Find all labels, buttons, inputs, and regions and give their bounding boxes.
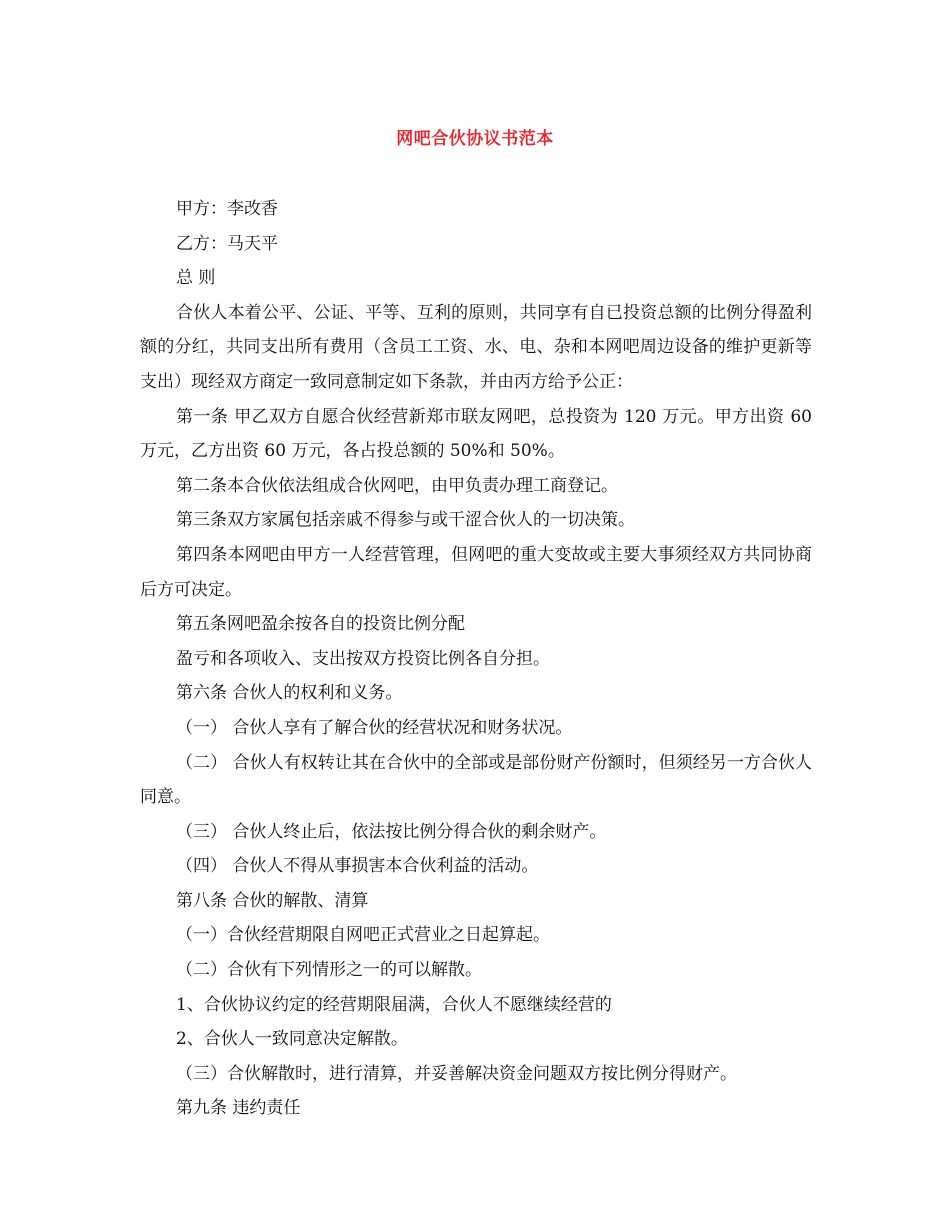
party-b-line: 乙方：马天平 — [176, 233, 278, 254]
article-6-item-1: （一） 合伙人享有了解合伙的经营状况和财务状况。 — [176, 717, 573, 738]
preamble-paragraph: 合伙人本着公平、公证、平等、互利的原则，共同享有自已投资总额的比例分得盈利额的分红，共同支出所有费用（含员工工资、水、电、杂和本网吧周边设备的维护更新等支出）现经双方商定一致同意制定如下条款，并由丙方给予公正： — [140, 302, 812, 392]
article-2: 第二条本合伙依法组成合伙网吧，由甲负责办理工商登记。 — [176, 475, 618, 496]
document-body — [140, 192, 812, 1126]
section-heading-general: 总 则 — [176, 268, 216, 289]
article-3: 第三条双方家属包括亲戚不得参与或干涩合伙人的一切决策。 — [176, 510, 635, 531]
article-6-item-2: （二） 合伙人有权转让其在合伙中的全部或是部份财产份额时，但须经另一方合伙人同意。 — [140, 752, 812, 808]
article-8: 第八条 合伙的解散、清算 — [176, 890, 369, 911]
article-6-item-3: （三） 合伙人终止后，依法按比例分得合伙的剩余财产。 — [176, 821, 607, 842]
article-8-item-2-sub-2: 2、合伙人一致同意决定解散。 — [176, 1029, 408, 1050]
article-6: 第六条 合伙人的权利和义务。 — [176, 683, 403, 704]
article-8-item-3: （三）合伙解散时，进行清算，并妥善解决资金问题双方按比例分得财产。 — [176, 1063, 737, 1084]
article-1: 第一条 甲乙双方自愿合伙经营新郑市联友网吧，总投资为 120 万元。甲方出资 60 万元，乙方出资 60 万元，各占投总额的 50%和 50%。 — [140, 406, 812, 462]
article-8-item-2-sub-1: 1、合伙协议约定的经营期限届满，合伙人不愿继续经营的 — [176, 994, 612, 1015]
article-6-item-4: （四） 合伙人不得从事损害本合伙利益的活动。 — [176, 856, 539, 877]
article-5: 第五条网吧盈余按各自的投资比例分配 — [176, 614, 465, 635]
article-8-item-1: （一）合伙经营期限自网吧正式营业之日起算起。 — [176, 925, 550, 946]
party-a-line: 甲方：李改香 — [176, 199, 278, 219]
article-9: 第九条 违约责任 — [176, 1098, 301, 1119]
article-4: 第四条本网吧由甲方一人经营管理，但网吧的重大变故或主要大事须经双方共同协商后方可决定。 — [140, 544, 812, 600]
article-8-item-2: （二）合伙有下列情形之一的可以解散。 — [176, 960, 482, 981]
document-title: 网吧合伙协议书范本 — [396, 129, 554, 149]
article-5-detail: 盈亏和各项收入、支出按双方投资比例各自分担。 — [176, 648, 550, 669]
